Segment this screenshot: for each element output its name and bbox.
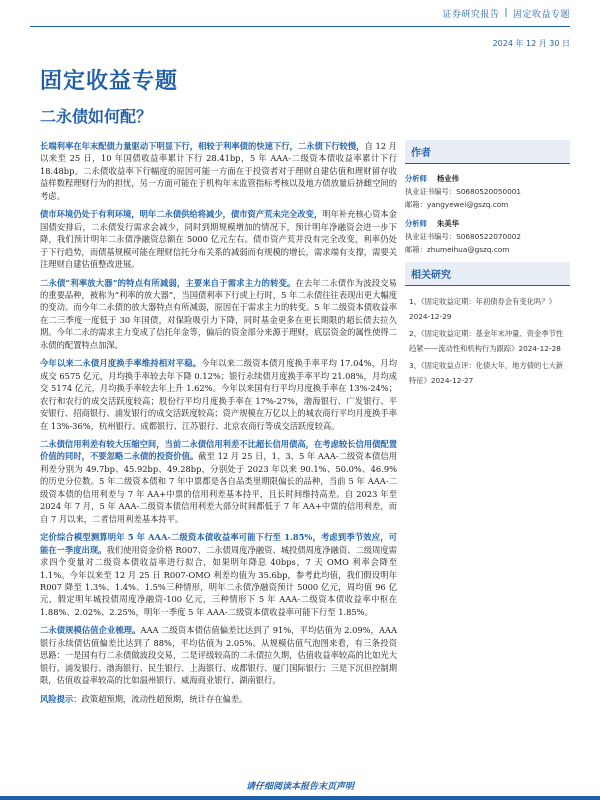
footer-bar [0, 796, 600, 800]
paragraph-body: 今年以来二级资本债月度换手率平均 17.04%，月均成交 6575 亿元，月均换手率较去年下降 0.12%；银行永续债月度换手率平均 21.08%，月均成交 5174 亿元，月均换手率较去年上升 1.62%。今年以来国有行平均月度换手率在 13%-24%；农行和农行的成交活跃度较高；股份行平均月度换手率在 17%-27%，渤海银行、广发银行、平安银行、招商银行、浦发银行的成交活跃度较高；资产规模在万亿以上的城农商行平均月度换手率在 13%-36%，杭州银行、成都银行、江苏银行、北京农商行等成交活跃度较高。 [40, 358, 397, 431]
related-item[interactable]: 1、《固定收益定期：年初债券会有变化吗？》2024-12-29 [409, 297, 556, 321]
risk-warning [40, 693, 397, 705]
paragraph-5 [40, 438, 397, 525]
main-content [40, 140, 397, 711]
author-role: 分析师 [405, 219, 427, 228]
author-license: 执业证书编号：S0680520050001 [405, 187, 522, 196]
paragraph-7 [40, 624, 397, 686]
paragraph-lead: 今年以来二永债月度换手率维持相对平稳。 [40, 358, 202, 369]
paragraph-body: 我们使用资金价格 R007、二永债周度净融资、城投债周度净融资、二级周度需求四个变量对二级资本债收益率进行拟合，如果明年降息 40bps，7 天 OMO 利率会降至 1.1%。今年以来至 12 月 25 日 R007-OMO 利差均值为 35.6bp，参考此均值，我们假设明年 R007 降至 1.3%、1.4%、1.5%三种情形，明年二永债净融资预计 5000 亿元，周均值 96 亿元，假定明年城投债周度净融资-100 亿元，三种情形下 5 年 AAA-二级资本债收益率中枢在 1.88%、2.02%、2.25%，明年一季度 5 年 AAA-二级资本债收益率可能下行至 1.85%。 [40, 544, 397, 617]
footer-disclaimer: 请仔细阅读本报告末页声明 [245, 782, 354, 792]
author-license: 执业证书编号：S0680522070002 [405, 232, 522, 241]
header-rule [30, 26, 570, 27]
related-list [405, 294, 570, 388]
authors-heading: 作者 [405, 140, 570, 164]
paragraph-body: 在去年二永债作为波段交易的重要品种，被称为“利率的放大器”，当国债利率下行或上行时，5 年二永债往往表现出更大幅度的变动。而今年二永债的放大器特点有所减弱，原因在于需求主力的转变。5 年二级资本债收益率在二三季度一度低于 30 年国债，对保险吸引力下降，同时基金更多在更长期限的超长债去拉久期。今年二永的需求主力变成了信托年金等，偏后的资金部分来源于理财，底层资金的属性使得二永债的配置特点加深。 [40, 277, 397, 350]
paragraph-lead: 二永债“利率放大器”的特点有所减弱，主要来自于需求主力的转变。 [40, 277, 296, 288]
author-card [405, 217, 570, 256]
paragraph-3 [40, 277, 397, 352]
paragraph-lead: 定价综合模型测算明年 5 年 AAA-二级资本债收益率可能下行至 1.85%，考虑到季节效应，可能在一季度出现。 [40, 532, 397, 555]
paragraph-body: 截至 12 月 25 日，1、3、5 年 AAA-二级资本债信用利差分别为 49.7bp、45.92bp、49.28bp，分别处于 2023 年以来 90.1%、50.0%、46.9%的历史分位数。5 年二级资本债和 7 年中票都是各自品类里期限偏长的品种，当前 5 年 AAA-二级资本债的信用利差与 7 年 AA+中票的信用利差基本持平，且长时间维持高差。自 2023 年至 2024 年 7 月，5 年 AAA-二级资本债信用利差大部分时间都低于 7 年 AA+中票的信用利差，而自 7 月以来，二者信用利差基本持平。 [40, 451, 397, 524]
paragraph-body: 政策超预期，流动性超预期，统计存在偏差。 [81, 693, 248, 704]
paragraph-4 [40, 357, 397, 432]
report-title: 二永债如何配？ [40, 107, 153, 126]
paragraph-body: AAA 二级资本债估值偏差比达到了 91%，平均估值为 2.09%，AAA 银行永续债估值偏差比达到了 88%，平均估值为 2.05%。从规模估值气泡图来看，有三条投资思路：一是国有行二永债做波段交易，二是评级较高的二永债拉久期，估值收益率较高的比如光大银行、浦发银行、渤海银行、民生银行、上海银行、成都银行、厦门国际银行；三是下沉但控制期限，估值收益率较高的比如温州银行、威海商业银行、湖南银行。 [40, 625, 397, 686]
paragraph-1 [40, 140, 397, 202]
author-name: 朱美华 [437, 219, 459, 228]
paragraph-body: 自 12 月以来至 25 日，10 年国债收益率累计下行 28.41bp，5 年 AAA-二级资本债收益率累计下行 18.48bp。二永债收益率下行幅度的原因可能一方面在于投资者对于理财自建估值和理财留存收益样数程理财行为的担忧，另一方面可能在于机构年末监管指标考核以及地方债放量后挤雌空间的考虑。 [40, 141, 397, 201]
paragraph-lead: 债市环境仍处于有利环境，明年二永债供给将减少，债市资产荒未完全改变， [40, 209, 323, 220]
author-email[interactable]: 邮箱：zhumeihua@gszq.com [405, 245, 510, 254]
author-email[interactable]: 邮箱：yangyewei@gszq.com [405, 200, 509, 209]
sidebar [405, 140, 570, 390]
paragraph-lead: 二永债规模估值企业梳理。 [40, 625, 141, 636]
related-heading: 相关研究 [405, 262, 570, 286]
paragraph-lead: 长端利率在年末配债力量驱动下明显下行，相较于利率债的快速下行，二永债下行较慢， [40, 141, 365, 151]
author-row [405, 172, 570, 185]
paragraph-body: 明年补充核心资本金国债安排后，二永债发行需求会减少，同时到期规模增加的情况下，预计明年净融资会进一步下降，我们预计明年二永债净融资总额在 5000 亿元左右。债市资产荒并没有完全改变，利率仍处于下行趋势，而债基规模可能在理财信托分布关系的减弱而有规模的增长，需求端有支撑，需要关注理财自建估值整改进展。 [40, 209, 397, 270]
author-name: 杨业伟 [437, 174, 459, 183]
author-row [405, 217, 570, 230]
author-role: 分析师 [405, 174, 427, 183]
header-separator: | [504, 8, 508, 18]
page-header [442, 0, 570, 26]
report-date: 2024 年 12 月 30 日 [492, 39, 570, 48]
report-type-heading: 固定收益专题 [40, 69, 179, 94]
paragraph-2 [40, 208, 397, 270]
paragraph-6 [40, 531, 397, 618]
paragraph-lead: 风险提示： [40, 693, 82, 704]
related-item[interactable]: 2、《固定收益定期：基金年末冲量、资金季节性趋紧——流动性和机构行为跟踪》2024-12-28 [409, 329, 564, 353]
paragraph-lead: 二永债信用利差有较大压缩空间，当前二永债信用利差不比超长信用债高，在考虑较长信用债配置价值的同时，不要忽略二永债的投资价值。 [40, 438, 397, 462]
related-item[interactable]: 3、《固定收益点评：化债大年，地方债的七大新特征》2024-12-27 [409, 361, 564, 385]
author-card [405, 172, 570, 211]
section-label: 固定收益专题 [512, 9, 570, 20]
doc-type-label: 证券研究报告 [442, 9, 500, 20]
